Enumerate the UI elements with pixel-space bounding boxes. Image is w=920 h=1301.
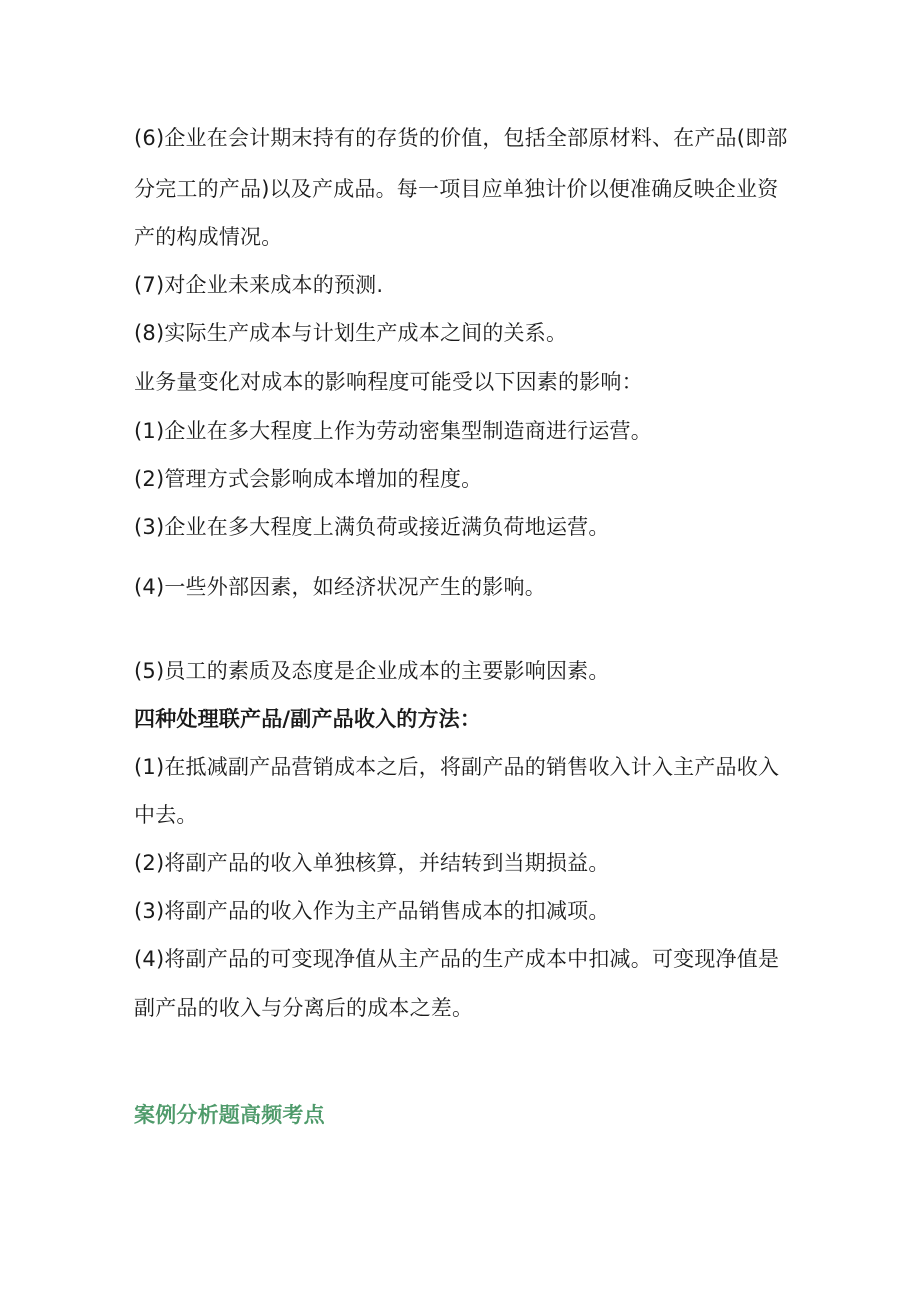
list-item: (2)管理方式会影响成本增加的程度。 <box>134 467 483 491</box>
list-item: (3)企业在多大程度上满负荷或接近满负荷地运营。 <box>134 515 610 539</box>
list-item: (7)对企业未来成本的预测. <box>134 273 384 297</box>
paragraph-line: 中去。 <box>134 803 198 827</box>
paragraph-line: 副产品的收入与分离后的成本之差。 <box>134 996 474 1020</box>
list-item: (2)将副产品的收入单独核算，并结转到当期损益。 <box>134 851 610 875</box>
list-item: (3)将副产品的收入作为主产品销售成本的扣减项。 <box>134 899 610 923</box>
section-heading: 案例分析题高频考点 <box>134 1103 325 1127</box>
paragraph-line: (6)企业在会计期末持有的存货的价值，包括全部原材料、在产品(即部 <box>134 126 788 150</box>
list-item: (4)一些外部因素，如经济状况产生的影响。 <box>134 575 546 599</box>
section-title: 四种处理联产品/副产品收入的方法： <box>134 707 482 731</box>
list-item: (8)实际生产成本与计划生产成本之间的关系。 <box>134 321 568 345</box>
list-item: (4)将副产品的可变现净值从主产品的生产成本中扣减。可变现净值是 <box>134 947 780 971</box>
list-item: (1)在抵减副产品营销成本之后，将副产品的销售收入计入主产品收入 <box>134 755 780 779</box>
paragraph-line: 业务量变化对成本的影响程度可能受以下因素的影响： <box>134 370 643 394</box>
list-item: (1)企业在多大程度上作为劳动密集型制造商进行运营。 <box>134 419 652 443</box>
list-item: (5)员工的素质及态度是企业成本的主要影响因素。 <box>134 659 610 683</box>
paragraph-line: 分完工的产品)以及产成品。每一项目应单独计价以便准确反映企业资 <box>134 177 779 201</box>
paragraph-line: 产的构成情况。 <box>134 225 283 249</box>
